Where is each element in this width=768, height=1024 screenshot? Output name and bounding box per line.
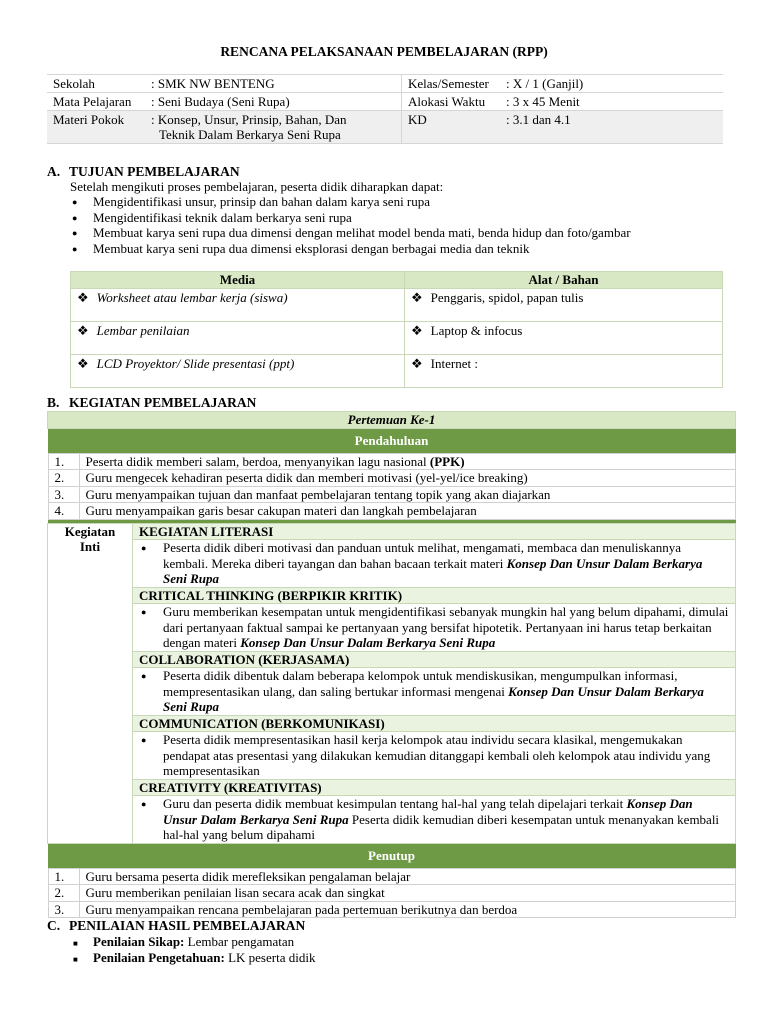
list-item: ● Mengidentifikasi teknik dalam berkarya seni rupa <box>70 210 631 226</box>
table-row <box>48 453 735 470</box>
item-text: Guru mengecek kehadiran peserta didik dan memberi motivasi (yel-yel/ice breaking) <box>79 470 735 487</box>
item-text: Guru bersama peserta didik merefleksikan pengalaman belajar <box>79 868 735 885</box>
item-text: Guru menyampaikan rencana pembelajaran pada pertemuan berikutnya dan berdoa <box>79 901 735 918</box>
alat-header: Alat / Bahan <box>405 272 723 289</box>
value-kelas: : X / 1 (Ganjil) <box>500 75 723 93</box>
materi-line-1: : Konsep, Unsur, Prinsip, Bahan, Dan <box>151 112 347 127</box>
collaboration-text: ● Peserta didik dibentuk dalam beberapa kelompok untuk mendiskusikan, mengumpulkan informasi, mempresentasikan ulang, dan saling bertukar informasi mengenai Konsep Dan Unsur Dalam Berkarya Seni Rupa <box>133 668 736 716</box>
alat-item: Laptop & infocus <box>430 323 523 338</box>
list-item: ■ Penilaian Pengetahuan: LK peserta didik <box>70 950 315 966</box>
diamond-icon: ❖ <box>77 356 89 371</box>
table-row <box>48 901 735 918</box>
item-number: 3. <box>48 901 79 918</box>
section-a-intro: Setelah mengikuti proses pembelajaran, peserta didik diharapkan dapat: <box>70 179 444 194</box>
item-number: 3. <box>48 486 79 503</box>
media-table <box>70 271 723 388</box>
section-b-number: B. <box>47 395 60 410</box>
table-row <box>71 289 723 322</box>
media-item: LCD Proyektor/ Slide presentasi (ppt) <box>96 356 295 371</box>
table-row <box>48 868 735 885</box>
media-cell <box>71 322 405 355</box>
value-materi <box>145 111 402 144</box>
alat-cell <box>405 289 723 322</box>
item-text: Peserta didik memberi salam, berdoa, menyanyikan lagu nasional (PPK) <box>79 453 735 470</box>
item-text: Guru menyampaikan tujuan dan manfaat pembelajaran tentang topik yang akan diajarkan <box>79 486 735 503</box>
info-row <box>47 75 723 93</box>
section-c-number: C. <box>47 918 61 933</box>
pendahuluan-list <box>48 453 736 520</box>
media-cell <box>71 355 405 388</box>
item-number: 2. <box>48 470 79 487</box>
document-title: RENCANA PELAKSANAAN PEMBELAJARAN (RPP) <box>220 44 548 59</box>
item-number: 1. <box>48 868 79 885</box>
list-item: ● Mengidentifikasi unsur, prinsip dan bahan dalam karya seni rupa <box>70 194 631 210</box>
table-row <box>48 486 735 503</box>
diamond-icon: ❖ <box>411 323 423 338</box>
value-kd: : 3.1 dan 4.1 <box>500 111 723 144</box>
info-row <box>47 93 723 111</box>
table-row <box>71 355 723 388</box>
creativity-text: ● Guru dan peserta didik membuat kesimpulan tentang hal-hal yang telah dipelajari terkait Konsep Dan Unsur Dalam Berkarya Seni Rupa Peserta didik kemudian diberi kesempatan untuk menanyakan kembali hal-hal yang belum dipahami <box>133 796 736 844</box>
table-row <box>71 322 723 355</box>
section-a-number: A. <box>47 164 61 179</box>
item-text: Guru menyampaikan garis besar cakupan materi dan langkah pembelajaran <box>79 503 735 520</box>
penutup-band: Penutup <box>48 843 736 868</box>
literasi-text: ● Peserta didik diberi motivasi dan panduan untuk melihat, mengamati, membaca dan menuliskannya kembali. Mereka diberi tayangan dan bahan bacaan terkait materi Konsep Dan Unsur Dalam Berkarya Seni Rupa <box>133 540 736 588</box>
pertemuan-title: Pertemuan Ke-1 <box>48 412 736 429</box>
label-kelas: Kelas/Semester <box>402 75 501 93</box>
label-materi: Materi Pokok <box>47 111 145 144</box>
list-item: ■ Penilaian Sikap: Lembar pengamatan <box>70 934 315 950</box>
section-a-heading <box>47 164 240 180</box>
section-c-title: PENILAIAN HASIL PEMBELAJARAN <box>69 918 306 933</box>
literasi-heading: KEGIATAN LITERASI <box>133 523 736 540</box>
penutup-list <box>48 868 736 919</box>
diamond-icon: ❖ <box>77 290 89 305</box>
info-row <box>47 111 723 144</box>
label-sekolah: Sekolah <box>47 75 145 93</box>
alat-cell <box>405 355 723 388</box>
list-item: ● Membuat karya seni rupa dua dimensi dengan melihat model benda mati, benda hidup dan foto/gambar <box>70 225 631 241</box>
alat-item: Penggaris, spidol, papan tulis <box>430 290 584 305</box>
table-row <box>48 885 735 902</box>
diamond-icon: ❖ <box>411 356 423 371</box>
media-header: Media <box>71 272 405 289</box>
media-cell <box>71 289 405 322</box>
value-mapel: : Seni Budaya (Seni Rupa) <box>145 93 402 111</box>
alat-cell <box>405 322 723 355</box>
item-number: 2. <box>48 885 79 902</box>
section-c-heading <box>47 918 305 934</box>
media-item: Lembar penilaian <box>96 323 190 338</box>
pendahuluan-band: Pendahuluan <box>48 428 736 453</box>
section-a-title: TUJUAN PEMBELAJARAN <box>69 164 240 179</box>
kegiatan-inti-label: Kegiatan Inti <box>48 523 133 843</box>
kegiatan-table <box>47 411 736 918</box>
table-row <box>48 470 735 487</box>
communication-heading: COMMUNICATION (BERKOMUNIKASI) <box>133 715 736 732</box>
objectives-list <box>70 194 631 256</box>
section-b-heading <box>47 395 256 411</box>
label-alokasi: Alokasi Waktu <box>402 93 501 111</box>
value-alokasi: : 3 x 45 Menit <box>500 93 723 111</box>
table-row <box>48 503 735 520</box>
item-number: 1. <box>48 453 79 470</box>
label-kd: KD <box>402 111 501 144</box>
section-b-title: KEGIATAN PEMBELAJARAN <box>69 395 257 410</box>
diamond-icon: ❖ <box>411 290 423 305</box>
info-table <box>47 74 723 144</box>
creativity-heading: CREATIVITY (KREATIVITAS) <box>133 779 736 796</box>
item-text: Guru memberikan penilaian lisan secara acak dan singkat <box>79 885 735 902</box>
list-item: ● Membuat karya seni rupa dua dimensi eksplorasi dengan berbagai media dan teknik <box>70 241 631 257</box>
value-sekolah: : SMK NW BENTENG <box>145 75 402 93</box>
diamond-icon: ❖ <box>77 323 89 338</box>
media-item: Worksheet atau lembar kerja (siswa) <box>96 290 288 305</box>
critical-heading: CRITICAL THINKING (BERPIKIR KRITIK) <box>133 587 736 604</box>
critical-text: ● Guru memberikan kesempatan untuk mengidentifikasi sebanyak mungkin hal yang belum dipahami, dimulai dari pertanyaan faktual sampai ke pertanyaan yang bersifat hipotetik. Pertanyaan ini harus tetap berkaitan dengan materi Konsep Dan Unsur Dalam Berkarya Seni Rupa <box>133 604 736 652</box>
collaboration-heading: COLLABORATION (KERJASAMA) <box>133 651 736 668</box>
penilaian-list <box>70 934 315 965</box>
label-mapel: Mata Pelajaran <box>47 93 145 111</box>
communication-text: ● Peserta didik mempresentasikan hasil kerja kelompok atau individu secara klasikal, mengemukakan pendapat atas presentasi yang dilakukan kemudian ditanggapi kembali oleh kelompok atau individu yang mempresentasikan <box>133 732 736 780</box>
item-number: 4. <box>48 503 79 520</box>
alat-item: Internet : <box>430 356 478 371</box>
materi-line-2: Teknik Dalam Berkarya Seni Rupa <box>159 127 341 142</box>
